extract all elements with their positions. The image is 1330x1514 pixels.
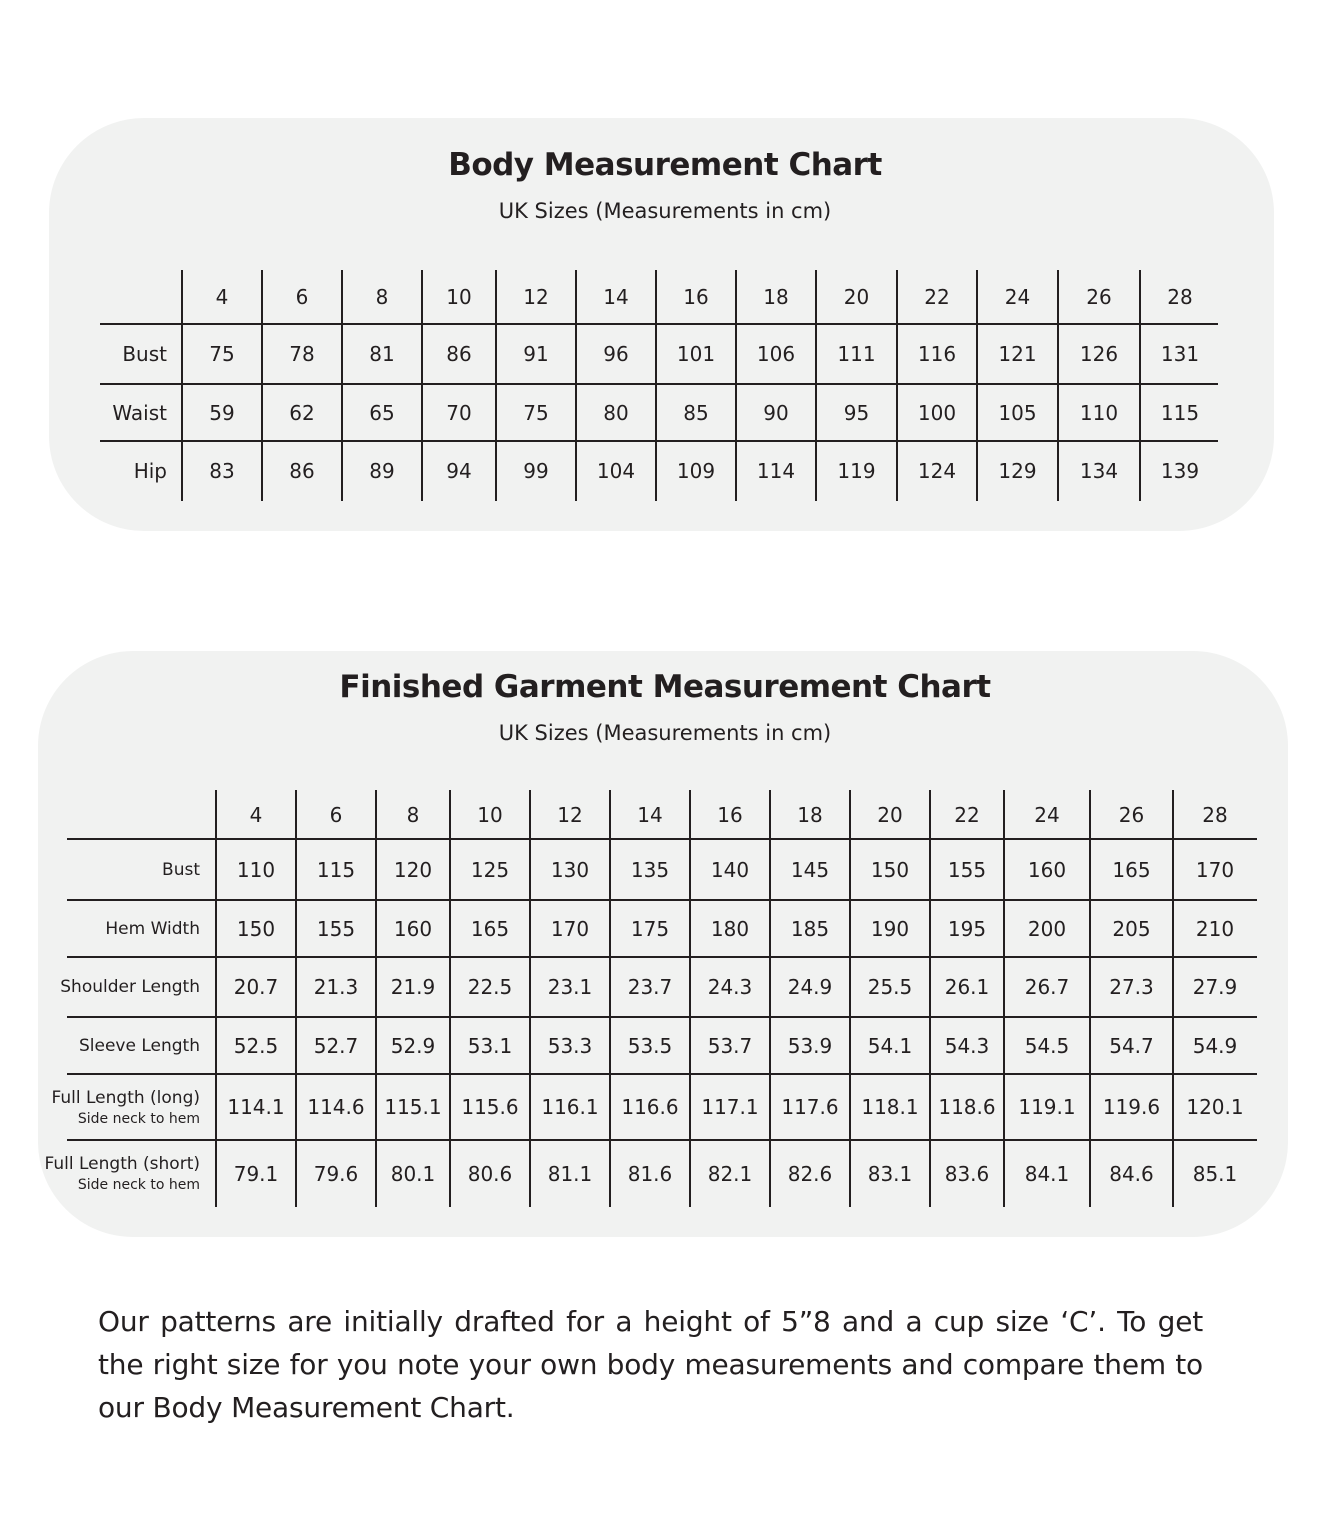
body-size-header: 22 [924, 285, 950, 309]
garment-column-divider [295, 790, 297, 1207]
garment-table-cell: 160 [1027, 857, 1067, 882]
garment-row-divider [67, 1139, 1257, 1141]
garment-size-header: 16 [717, 802, 743, 827]
garment-table-cell: 27.3 [1109, 975, 1154, 999]
garment-size-header: 22 [954, 802, 980, 827]
garment-column-divider [929, 790, 931, 1207]
garment-table-cell: 118.1 [861, 1095, 919, 1119]
garment-table-cell: 80.1 [390, 1161, 436, 1186]
garment-row-sublabel: Side neck to hem [77, 1177, 200, 1193]
body-row-divider [100, 383, 1218, 385]
body-table-cell: 83 [209, 459, 235, 483]
garment-table-cell: 115.1 [384, 1095, 442, 1119]
garment-size-header: 10 [477, 802, 503, 827]
garment-table-cell: 119.1 [1018, 1095, 1076, 1119]
garment-column-divider [1089, 790, 1091, 1207]
garment-table-cell: 195 [947, 916, 987, 941]
body-size-header: 16 [683, 285, 709, 309]
body-table-cell: 115 [1160, 400, 1200, 425]
garment-table-cell: 20.7 [233, 975, 279, 999]
body-table-cell: 95 [843, 400, 870, 425]
garment-table-cell: 140 [710, 857, 750, 882]
garment-table-cell: 117.6 [781, 1095, 839, 1119]
body-table-cell: 86 [289, 459, 315, 483]
garment-size-header: 26 [1118, 802, 1145, 827]
garment-table-cell: 53.3 [547, 1033, 593, 1058]
body-table-cell: 109 [676, 459, 716, 483]
garment-row-label-text: Full Length (short) [44, 1154, 200, 1174]
garment-size-header: 14 [637, 802, 663, 827]
garment-table-cell: 145 [790, 857, 830, 882]
sizing-note: Our patterns are initially drafted for a height of 5”8 and a cup size ‘C’. To get the right size for you note your own body measurements and compare them to our Body Measurement Chart. [98, 1305, 1203, 1424]
body-table-cell: 134 [1079, 459, 1119, 483]
body-column-divider [181, 270, 183, 501]
garment-row-divider [67, 899, 1257, 901]
garment-row-divider [67, 838, 1257, 840]
garment-row-label [0, 1017, 200, 1074]
body-size-header: 12 [523, 285, 549, 309]
garment-table-cell: 84.1 [1024, 1161, 1070, 1186]
garment-table-cell: 84.6 [1109, 1161, 1154, 1186]
garment-size-header: 8 [406, 802, 420, 827]
garment-size-header: 20 [877, 802, 903, 827]
garment-table-cell: 200 [1027, 916, 1067, 941]
body-column-divider [815, 270, 817, 501]
garment-row-label-text: Hem Width [105, 918, 200, 939]
garment-table-cell: 21.9 [390, 975, 436, 999]
garment-table-cell: 180 [710, 916, 750, 941]
garment-size-header: 28 [1202, 802, 1228, 827]
garment-table-cell: 155 [316, 916, 356, 941]
body-table-cell: 80 [603, 400, 629, 425]
garment-table-cell: 114.1 [227, 1095, 285, 1119]
garment-size-header: 12 [557, 802, 583, 827]
garment-row-label [0, 1140, 200, 1207]
garment-column-divider [609, 790, 611, 1207]
body-table-cell: 85 [683, 400, 709, 425]
body-table-cell: 75 [523, 400, 549, 425]
garment-table-cell: 115 [316, 857, 356, 882]
garment-table-cell: 190 [870, 916, 910, 941]
garment-column-divider [689, 790, 691, 1207]
garment-column-divider [215, 790, 217, 1207]
garment-table-cell: 130 [550, 857, 590, 882]
body-size-header: 6 [295, 285, 309, 309]
garment-table-cell: 54.5 [1024, 1033, 1070, 1058]
garment-row-label [0, 957, 200, 1017]
body-column-divider [421, 270, 423, 501]
body-size-header: 10 [446, 285, 472, 309]
garment-size-header: 6 [329, 802, 343, 827]
body-table-cell: 116 [917, 342, 957, 366]
garment-table-cell: 54.9 [1192, 1033, 1238, 1058]
body-table-cell: 121 [998, 342, 1037, 366]
garment-table-cell: 114.6 [307, 1095, 365, 1119]
body-table-cell: 65 [369, 400, 395, 425]
body-table-cell: 105 [998, 400, 1037, 425]
garment-table-cell: 82.6 [787, 1161, 833, 1186]
body-size-header: 20 [843, 285, 870, 309]
body-table-cell: 100 [917, 400, 957, 425]
body-row-label-text: Waist [112, 400, 167, 425]
body-column-divider [896, 270, 898, 501]
garment-table-cell: 205 [1112, 916, 1151, 941]
garment-table-cell: 23.1 [547, 975, 593, 999]
garment-column-divider [449, 790, 451, 1207]
body-table-cell: 70 [446, 400, 472, 425]
garment-table-cell: 210 [1195, 916, 1235, 941]
garment-table-cell: 175 [630, 916, 670, 941]
body-chart-subtitle: UK Sizes (Measurements in cm) [498, 199, 832, 223]
body-table-cell: 110 [1079, 400, 1119, 425]
body-size-header: 28 [1167, 285, 1193, 309]
garment-table-cell: 85.1 [1192, 1161, 1238, 1186]
body-table-cell: 131 [1160, 342, 1200, 366]
garment-table-cell: 54.1 [867, 1033, 913, 1058]
garment-row-label-text: Full Length (long) [51, 1087, 200, 1108]
garment-row-label-text: Bust [162, 859, 200, 880]
body-table-cell: 139 [1160, 459, 1200, 483]
garment-size-header: 4 [249, 802, 263, 827]
body-table-cell: 119 [837, 459, 876, 483]
body-size-header: 14 [603, 285, 629, 309]
garment-table-cell: 83.6 [944, 1161, 990, 1186]
body-column-divider [575, 270, 577, 501]
body-column-divider [735, 270, 737, 501]
body-table-cell: 62 [289, 400, 315, 425]
garment-table-cell: 79.1 [233, 1161, 279, 1186]
body-row-label [0, 441, 167, 501]
garment-table-cell: 81.6 [627, 1161, 673, 1186]
garment-row-label-text: Shoulder Length [60, 977, 200, 997]
garment-row-divider [67, 1016, 1257, 1018]
garment-table-cell: 54.7 [1109, 1033, 1154, 1058]
body-table-cell: 101 [676, 342, 716, 366]
body-table-cell: 94 [446, 459, 472, 483]
garment-table-cell: 170 [550, 916, 590, 941]
garment-size-header: 24 [1034, 802, 1060, 827]
garment-table-cell: 53.7 [707, 1033, 753, 1058]
body-table-cell: 91 [523, 342, 549, 366]
body-row-label [0, 324, 167, 384]
garment-table-cell: 165 [1112, 857, 1151, 882]
body-table-cell: 124 [917, 459, 957, 483]
garment-table-cell: 125 [470, 857, 510, 882]
body-table-cell: 86 [446, 342, 472, 366]
garment-table-cell: 81.1 [547, 1161, 593, 1186]
garment-table-cell: 24.3 [707, 975, 753, 999]
garment-table-cell: 21.3 [313, 975, 359, 999]
garment-table-cell: 115.6 [461, 1095, 519, 1119]
garment-table-cell: 52.9 [390, 1033, 436, 1058]
garment-table-cell: 26.7 [1024, 975, 1070, 999]
garment-row-sublabel: Side neck to hem [77, 1110, 200, 1127]
garment-table-cell: 120.1 [1186, 1095, 1244, 1119]
body-column-divider [495, 270, 497, 501]
body-table-cell: 104 [596, 459, 636, 483]
garment-column-divider [769, 790, 771, 1207]
body-table-cell: 89 [369, 459, 395, 483]
body-column-divider [1139, 270, 1141, 501]
garment-table-cell: 27.9 [1192, 975, 1238, 999]
garment-table-cell: 170 [1195, 857, 1235, 882]
garment-table-cell: 52.5 [233, 1033, 279, 1058]
garment-column-divider [529, 790, 531, 1207]
garment-table-cell: 135 [630, 857, 670, 882]
garment-table-cell: 119.6 [1102, 1095, 1161, 1119]
body-table-cell: 90 [763, 400, 789, 425]
garment-column-divider [375, 790, 377, 1207]
garment-table-cell: 150 [870, 857, 910, 882]
body-row-label [0, 384, 167, 441]
body-table-cell: 129 [998, 459, 1037, 483]
garment-row-divider [67, 956, 1257, 958]
garment-table-cell: 150 [236, 916, 276, 941]
body-table-cell: 96 [603, 342, 629, 366]
garment-table-cell: 155 [947, 857, 987, 882]
body-size-header: 4 [215, 285, 229, 309]
body-table-cell: 78 [289, 342, 315, 366]
garment-table-cell: 160 [393, 916, 433, 941]
garment-table-cell: 24.9 [787, 975, 833, 999]
garment-table-cell: 83.1 [867, 1161, 913, 1186]
body-row-divider [100, 440, 1218, 442]
garment-table-cell: 110 [236, 857, 276, 882]
body-size-header: 18 [763, 285, 789, 309]
body-table-cell: 106 [756, 342, 796, 366]
garment-row-label-text: Sleeve Length [79, 1035, 200, 1056]
garment-table-cell: 116.1 [541, 1095, 599, 1119]
garment-table-cell: 53.5 [627, 1033, 673, 1058]
body-table-cell: 99 [523, 459, 549, 483]
garment-row-label [0, 839, 200, 900]
garment-column-divider [1003, 790, 1005, 1207]
garment-table-cell: 118.6 [938, 1095, 996, 1119]
garment-row-label [0, 1074, 200, 1140]
body-column-divider [341, 270, 343, 501]
garment-chart-subtitle: UK Sizes (Measurements in cm) [498, 721, 832, 745]
garment-column-divider [1172, 790, 1174, 1207]
garment-row-label [0, 900, 200, 957]
body-row-label-text: Hip [133, 459, 167, 483]
garment-row-divider [67, 1073, 1257, 1075]
body-table-cell: 126 [1079, 342, 1119, 366]
body-column-divider [1057, 270, 1059, 501]
body-column-divider [976, 270, 978, 501]
body-table-cell: 81 [369, 342, 395, 366]
garment-table-cell: 53.1 [467, 1033, 513, 1058]
garment-table-cell: 185 [790, 916, 830, 941]
body-size-header: 24 [1004, 285, 1031, 309]
garment-table-cell: 22.5 [467, 975, 513, 999]
garment-table-cell: 25.5 [867, 975, 913, 999]
body-row-divider [100, 323, 1218, 325]
garment-table-cell: 165 [470, 916, 510, 941]
garment-table-cell: 79.6 [313, 1161, 359, 1186]
body-chart-title: Body Measurement Chart [448, 147, 882, 183]
body-column-divider [655, 270, 657, 501]
garment-table-cell: 53.9 [787, 1033, 833, 1058]
garment-table-cell: 26.1 [944, 975, 990, 999]
garment-chart-title: Finished Garment Measurement Chart [339, 669, 991, 705]
body-table-cell: 111 [837, 342, 876, 366]
body-table-cell: 75 [209, 342, 235, 366]
body-size-header: 8 [375, 285, 389, 309]
body-column-divider [261, 270, 263, 501]
garment-table-cell: 120 [393, 857, 433, 882]
garment-table-cell: 117.1 [701, 1095, 759, 1119]
body-size-header: 26 [1086, 285, 1112, 309]
garment-table-cell: 54.3 [944, 1033, 990, 1058]
garment-table-cell: 82.1 [707, 1161, 753, 1186]
garment-table-cell: 116.6 [621, 1095, 679, 1119]
garment-table-cell: 52.7 [313, 1033, 359, 1058]
garment-table-cell: 80.6 [467, 1161, 513, 1186]
garment-column-divider [849, 790, 851, 1207]
body-row-label-text: Bust [122, 342, 167, 366]
body-table-cell: 114 [756, 459, 796, 483]
garment-size-header: 18 [797, 802, 823, 827]
garment-table-cell: 23.7 [627, 975, 673, 999]
body-table-cell: 59 [209, 400, 235, 425]
